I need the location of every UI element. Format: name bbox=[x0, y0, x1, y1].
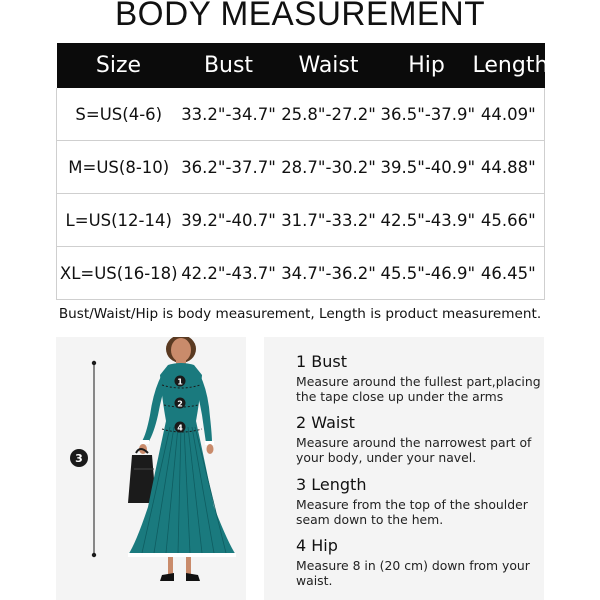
table-row bbox=[57, 247, 545, 300]
length-cell: 45.66" bbox=[473, 194, 545, 247]
instruction-waist bbox=[296, 413, 546, 465]
waist-cell: 25.8"-27.2" bbox=[277, 88, 381, 141]
instruction-title: 4 Hip bbox=[296, 536, 338, 555]
hip-cell: 39.5"-40.9" bbox=[381, 141, 473, 194]
hip-cell: 45.5"-46.9" bbox=[381, 247, 473, 300]
size-cell: XL=US(16-18) bbox=[57, 247, 181, 300]
table-row bbox=[57, 141, 545, 194]
length-cell: 46.45" bbox=[473, 247, 545, 300]
waist-marker: 2 bbox=[177, 399, 183, 409]
bust-cell: 39.2"-40.7" bbox=[181, 194, 277, 247]
waist-cell: 31.7"-33.2" bbox=[277, 194, 381, 247]
instruction-line: your body, under your navel. bbox=[296, 450, 477, 465]
header-bust: Bust bbox=[181, 43, 277, 88]
shoe-left bbox=[160, 573, 174, 581]
header-waist: Waist bbox=[277, 43, 381, 88]
hem-trim bbox=[128, 553, 236, 557]
instruction-title: 1 Bust bbox=[296, 352, 347, 371]
measurement-note: Bust/Waist/Hip is body measurement, Length is product measurement. bbox=[58, 306, 542, 322]
model-figure-panel bbox=[56, 337, 246, 600]
size-cell: S=US(4-6) bbox=[57, 88, 181, 141]
instruction-line: waist. bbox=[296, 573, 333, 588]
shoe-right bbox=[186, 573, 200, 581]
instruction-text bbox=[296, 497, 546, 527]
instruction-text bbox=[296, 435, 546, 465]
waist-cell: 34.7"-36.2" bbox=[277, 247, 381, 300]
length-line-bottom bbox=[92, 553, 96, 557]
measurement-instructions-panel bbox=[264, 337, 544, 600]
model-illustration bbox=[56, 337, 246, 600]
waist-cell: 28.7"-30.2" bbox=[277, 141, 381, 194]
size-chart-table bbox=[56, 43, 549, 300]
table-header-row bbox=[57, 43, 545, 88]
instruction-text bbox=[296, 558, 546, 588]
instruction-line: Measure around the fullest part,placing bbox=[296, 374, 541, 389]
leg-right bbox=[186, 557, 191, 575]
length-line-top bbox=[92, 361, 96, 365]
cuff-left bbox=[140, 440, 149, 444]
face bbox=[171, 338, 191, 362]
hip-cell: 36.5"-37.9" bbox=[381, 88, 473, 141]
size-cell: M=US(8-10) bbox=[57, 141, 181, 194]
instruction-line: Measure from the top of the shoulder bbox=[296, 497, 528, 512]
header-hip: Hip bbox=[381, 43, 473, 88]
instruction-line: seam down to the hem. bbox=[296, 512, 444, 527]
table-row bbox=[57, 194, 545, 247]
page-title: BODY MEASUREMENT bbox=[114, 0, 486, 33]
hand-right bbox=[207, 444, 214, 454]
hip-marker: 4 bbox=[177, 423, 183, 433]
instruction-title: 3 Length bbox=[296, 475, 367, 494]
bust-cell: 33.2"-34.7" bbox=[181, 88, 277, 141]
length-marker: 3 bbox=[75, 452, 83, 465]
table-row bbox=[57, 88, 545, 141]
instruction-hip bbox=[296, 536, 546, 588]
dress-bodice bbox=[160, 363, 202, 421]
instruction-line: Measure 8 in (20 cm) down from your bbox=[296, 558, 530, 573]
leg-left bbox=[168, 557, 173, 575]
size-cell: L=US(12-14) bbox=[57, 194, 181, 247]
instruction-text bbox=[296, 374, 546, 404]
instruction-line: Measure around the narrowest part of bbox=[296, 435, 532, 450]
bust-cell: 36.2"-37.7" bbox=[181, 141, 277, 194]
length-cell: 44.88" bbox=[473, 141, 545, 194]
bust-marker: 1 bbox=[177, 377, 183, 387]
instruction-line: the tape close up under the arms bbox=[296, 389, 504, 404]
instruction-length bbox=[296, 475, 546, 527]
hip-cell: 42.5"-43.9" bbox=[381, 194, 473, 247]
header-size: Size bbox=[57, 43, 181, 88]
bust-cell: 42.2"-43.7" bbox=[181, 247, 277, 300]
instruction-title: 2 Waist bbox=[296, 413, 355, 432]
length-cell: 44.09" bbox=[473, 88, 545, 141]
instruction-bust bbox=[296, 352, 546, 404]
header-length: Length bbox=[473, 43, 545, 88]
